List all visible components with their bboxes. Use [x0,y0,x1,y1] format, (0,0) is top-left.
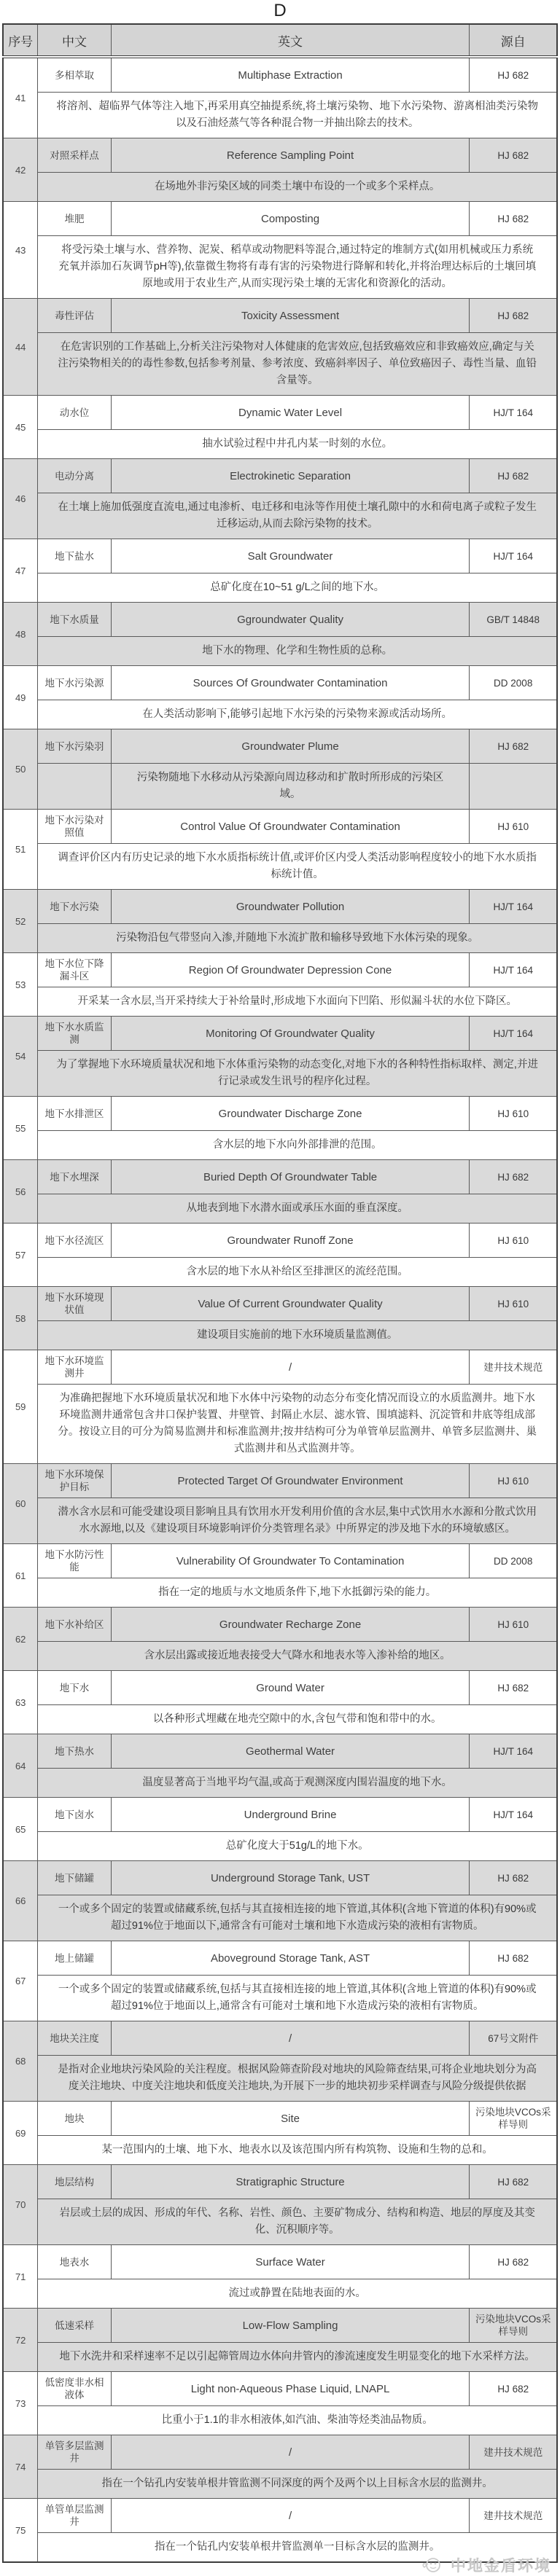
term-english: Toxicity Assessment [111,299,470,333]
table-row-description [3,1705,557,1734]
table-row-term [3,1544,557,1578]
term-chinese: 堆肥 [38,202,111,236]
term-chinese: 地下水污染 [38,890,111,924]
term-english: Vulnerability Of Groundwater To Contamination [111,1544,470,1578]
entry-number: 56 [3,1160,38,1224]
entry-number: 42 [3,138,38,202]
term-chinese: 地下水位下降漏斗区 [38,953,111,987]
entry-number: 50 [3,729,38,810]
table-row-term [3,2021,557,2056]
term-chinese: 多相萃取 [38,57,111,93]
term-english: Buried Depth Of Groundwater Table [111,1160,470,1194]
entry-number: 47 [3,539,38,603]
entry-number: 63 [3,1671,38,1734]
table-row-description [3,2279,557,2309]
table-row-description [3,236,557,299]
table-row-term [3,2372,557,2406]
entry-number: 41 [3,57,38,138]
term-chinese: 地块关注度 [38,2021,111,2056]
term-source: 污染地块VCOs采样导则 [470,2309,557,2343]
term-english: Region Of Groundwater Depression Cone [111,953,470,987]
term-english: Surface Water [111,2245,470,2279]
entry-number: 58 [3,1287,38,1350]
term-description: 含水层的地下水向外部排泄的范围。 [38,1131,557,1160]
entry-number: 73 [3,2372,38,2435]
table-row-term [3,459,557,493]
term-chinese: 地下水环境现状值 [38,1287,111,1321]
term-english: Underground Storage Tank, UST [111,1861,470,1895]
table-row-term [3,1671,557,1705]
term-source: HJ 610 [470,1224,557,1258]
glossary-body [3,57,557,2562]
term-description: 比重小于1.1的非水相液体,如汽油、柴油等烃类油品物质。 [38,2406,557,2435]
term-chinese: 地下盐水 [38,539,111,573]
table-row-description [3,573,557,603]
table-row-description [3,2136,557,2165]
term-english: Monitoring Of Groundwater Quality [111,1017,470,1051]
term-english: Groundwater Plume [111,729,470,764]
term-description: 污染物随地下水移动从污染源向周边移动和扩散时所形成的污染区域。 [111,764,470,810]
table-row-term [3,890,557,924]
table-row-description [3,2199,557,2245]
table-row-description [3,1976,557,2021]
term-source: HJ 610 [470,810,557,844]
table-row-term [3,1160,557,1194]
term-description: 含水层的地下水从补给区至排泄区的流经范围。 [38,1258,557,1287]
term-english: Sources Of Groundwater Contamination [111,666,470,700]
column-header-english: 英文 [111,24,470,57]
term-chinese: 地上储罐 [38,1941,111,1976]
table-row-term [3,1097,557,1131]
table-row-term [3,1941,557,1976]
term-source: DD 2008 [470,1544,557,1578]
term-english: Stratigraphic Structure [111,2165,470,2199]
table-row-description [3,1131,557,1160]
term-description: 地下水洗井和采样速率不足以引起筛管周边水体向井管内的渗流速度发生明显变化的地下水采样方法。 [38,2343,557,2372]
term-chinese: 单管单层监测井 [38,2499,111,2533]
table-row-term [3,539,557,573]
table-row-term [3,2165,557,2199]
term-chinese: 地下水环境监测井 [38,1350,111,1385]
table-row-description [3,1832,557,1861]
term-chinese: 地下水水质监测 [38,1017,111,1051]
table-row-term [3,202,557,236]
entry-number: 51 [3,810,38,890]
table-row-term [3,2102,557,2136]
term-english: Geothermal Water [111,1734,470,1769]
table-row-description [3,2056,557,2102]
term-description: 污染物沿包气带竖向入渗,并随地下水流扩散和输移导致地下水体污染的现象。 [38,924,557,953]
term-source: HJ 682 [470,459,557,493]
term-chinese: 地下卤水 [38,1798,111,1832]
term-english: Groundwater Pollution [111,890,470,924]
term-source: HJ 682 [470,202,557,236]
term-chinese: 地下水污染羽 [38,729,111,764]
term-source: 建井技术规范 [470,2435,557,2470]
term-source: HJ 682 [470,2245,557,2279]
entry-number: 72 [3,2309,38,2372]
table-row-term [3,2309,557,2343]
table-row-term [3,729,557,764]
entry-number: 57 [3,1224,38,1287]
term-source: HJ 682 [470,299,557,333]
term-english: / [111,2435,470,2470]
table-row-description [3,1769,557,1798]
term-english: Light non-Aqueous Phase Liquid, LNAPL [111,2372,470,2406]
blank-cell [38,764,111,810]
term-description: 将受污染土壤与水、营养物、泥炭、稻草或动物肥料等混合,通过特定的堆制方式(如用机械或压力系统充氧并添加石灰调节pH等),依靠微生物将有毒有害的污染物进行降解和转化,并将治理达标后的土壤回填原地或用于农业生产,从而实现污染土壤的无害化和资源化的活动。 [38,236,557,299]
table-row-description [3,1385,557,1464]
term-chinese: 地下水污染对照值 [38,810,111,844]
entry-number: 55 [3,1097,38,1160]
term-source: HJ 610 [470,1464,557,1498]
table-row-term [3,2499,557,2533]
term-description: 为准确把握地下水环境质量状况和地下水体中污染物的动态分布变化情况而设立的水质监测井。地下水环境监测井通常包含井口保护装置、井壁管、封隔止水层、滤水管、围填滤料、沉淀管和井底等组成部分。按设立目的可分为简易监测井和标准监测井;按井结构可分为单管单层监测井、单管多层监测井、巢式监测井和丛式监测井等。 [38,1385,557,1464]
term-description: 指在一个钻孔内安装单根井管监测单一目标含水层的监测井。 [38,2533,557,2563]
term-description: 以各种形式埋藏在地壳空隙中的水,含包气带和饱和带中的水。 [38,1705,557,1734]
entry-number: 60 [3,1464,38,1544]
entry-number: 44 [3,299,38,396]
term-description: 一个或多个固定的装置或储藏系统,包括与其直接相连接的地下管道,其体积(含地下管道的体积)有90%或超过91%位于地面以下,通常含有可能对土壤和地下水造成污染的液相有害物质。 [38,1895,557,1941]
term-english: Site [111,2102,470,2136]
term-english: Aboveground Storage Tank, AST [111,1941,470,1976]
table-row-description [3,173,557,202]
entry-number: 68 [3,2021,38,2102]
table-row-description [3,1642,557,1671]
entry-number: 46 [3,459,38,539]
term-chinese: 地下水质量 [38,603,111,637]
term-description: 某一范围内的土壤、地下水、地表水以及该范围内所有构筑物、设施和生物的总和。 [38,2136,557,2165]
term-description: 是指对企业地块污染风险的关注程度。根据风险筛查阶段对地块的风险筛查结果,可将企业地块划分为高度关注地块、中度关注地块和低度关注地块,为开展下一步的地块初步采样调查与风险分级提供依据 [38,2056,557,2102]
term-chinese: 地下热水 [38,1734,111,1769]
term-english: Electrokinetic Separation [111,459,470,493]
glossary-table [2,23,558,2563]
term-source: 污染地块VCOs采样导则 [470,2102,557,2136]
term-chinese: 地块 [38,2102,111,2136]
term-chinese: 地下水排泄区 [38,1097,111,1131]
term-english: Reference Sampling Point [111,138,470,173]
term-description: 总矿化度在10~51 g/L之间的地下水。 [38,573,557,603]
entry-number: 45 [3,396,38,459]
table-row-term [3,299,557,333]
term-english: / [111,2499,470,2533]
table-row-term [3,1861,557,1895]
entry-number: 64 [3,1734,38,1798]
table-row-description [3,637,557,666]
term-source: HJ/T 164 [470,1734,557,1769]
term-description: 在危害识别的工作基础上,分析关注污染物对人体健康的危害效应,包括致癌效应和非致癌效应,确定与关注污染物相关的的毒性参数,包括参考剂量、参考浓度、致癌斜率因子、单位致癌因子、毒性当量、血铅含量等。 [38,333,557,396]
term-source: HJ 682 [470,2165,557,2199]
term-description: 将溶剂、超临界气体等注入地下,再采用真空抽提系统,将土壤污染物、地下水污染物、游离相油类污染物以及石油烃蒸气等各种混合物一并抽出除去的技术。 [38,93,557,138]
table-row-term [3,1464,557,1498]
term-description: 一个或多个固定的装置或储藏系统,包括与其直接相连接的地上管道,其体积(含地上管道的体积)有90%或超过91%位于地面以上,通常含有可能对土壤和地下水造成污染的液相有害物质。 [38,1976,557,2021]
term-description: 岩层或土层的成因、形成的年代、名称、岩性、颜色、主要矿物成分、结构和构造、地层的厚度及其变化、沉积顺序等。 [38,2199,557,2245]
term-description: 建设项目实施前的地下水环境质量监测值。 [38,1321,557,1350]
term-chinese: 地下水污染源 [38,666,111,700]
entry-number: 52 [3,890,38,953]
entry-number: 69 [3,2102,38,2165]
entry-number: 53 [3,953,38,1017]
entry-number: 59 [3,1350,38,1464]
table-row-term [3,1287,557,1321]
term-english: / [111,2021,470,2056]
term-english: Ground Water [111,1671,470,1705]
term-source: HJ/T 164 [470,1798,557,1832]
term-source: HJ/T 164 [470,890,557,924]
table-row-term [3,138,557,173]
term-english: Groundwater Runoff Zone [111,1224,470,1258]
term-source: HJ 682 [470,138,557,173]
table-row-description [3,1895,557,1941]
term-source: HJ/T 164 [470,396,557,430]
term-english: Salt Groundwater [111,539,470,573]
term-description: 从地表到地下水潜水面或承压水面的垂直深度。 [38,1194,557,1224]
term-source: HJ 682 [470,57,557,93]
term-description: 指在一个钻孔内安装单根井管监测不同深度的两个及两个以上目标含水层的监测井。 [38,2470,557,2499]
term-source: HJ 610 [470,1608,557,1642]
term-description: 调查评价区内有历史记录的地下水水质指标统计值,或评价区内受人类活动影响程度较小的地下水水质指标统计值。 [38,844,557,890]
term-source: HJ/T 164 [470,1017,557,1051]
term-chinese: 动水位 [38,396,111,430]
table-row-description [3,924,557,953]
term-source: HJ/T 164 [470,539,557,573]
table-row-description [3,93,557,138]
term-description: 在土壤上施加低强度直流电,通过电渗析、电迁移和电泳等作用使土壤孔隙中的水和荷电离子或粒子发生迁移运动,从而去除污染物的技术。 [38,493,557,539]
term-source: HJ 682 [470,1160,557,1194]
term-english: / [111,1350,470,1385]
term-source: HJ 682 [470,2372,557,2406]
table-row-description [3,2470,557,2499]
term-english: Ggroundwater Quality [111,603,470,637]
table-row-description [3,844,557,890]
term-source: HJ 682 [470,1671,557,1705]
table-row-description [3,493,557,539]
term-chinese: 低密度非水相液体 [38,2372,111,2406]
term-chinese: 地层结构 [38,2165,111,2199]
term-english: Value Of Current Groundwater Quality [111,1287,470,1321]
term-chinese: 电动分离 [38,459,111,493]
term-description: 潜水含水层和可能受建设项目影响且具有饮用水开发利用价值的含水层,集中式饮用水水源和分散式饮用水水源地,以及《建设项目环境影响评价分类管理名录》中所界定的涉及地下水的环境敏感区。 [38,1498,557,1544]
term-chinese: 地下水防污性能 [38,1544,111,1578]
brand-logo-icon [421,2556,446,2575]
term-description: 在人类活动影响下,能够引起地下水污染的污染物来源或活动场所。 [38,700,557,729]
table-row-term [3,2435,557,2470]
term-description: 含水层出露或接近地表接受大气降水和地表水等入渗补给的地区。 [38,1642,557,1671]
term-source: DD 2008 [470,666,557,700]
entry-number: 71 [3,2245,38,2309]
entry-number: 62 [3,1608,38,1671]
column-header-chinese: 中文 [38,24,111,57]
term-source: HJ 682 [470,1861,557,1895]
table-row-term [3,396,557,430]
table-row-term [3,1224,557,1258]
term-english: Low-Flow Sampling [111,2309,470,2343]
entry-number: 54 [3,1017,38,1097]
entry-number: 67 [3,1941,38,2021]
term-source: HJ 682 [470,1941,557,1976]
entry-number: 49 [3,666,38,729]
term-description: 指在一定的地质与水文地质条件下,地下水抵御污染的能力。 [38,1578,557,1608]
watermark-text: 中地金盾环境 [451,2558,551,2575]
term-source: HJ 610 [470,1097,557,1131]
table-row-term [3,1350,557,1385]
term-english: Underground Brine [111,1798,470,1832]
term-chinese: 地下水埋深 [38,1160,111,1194]
table-row-term [3,1734,557,1769]
term-english: Composting [111,202,470,236]
term-english: Dynamic Water Level [111,396,470,430]
table-row-description [3,1258,557,1287]
term-chinese: 地下储罐 [38,1861,111,1895]
entry-number: 70 [3,2165,38,2245]
term-description: 总矿化度大于51g/L的地下水。 [38,1832,557,1861]
term-description: 抽水试验过程中井孔内某一时刻的水位。 [38,430,557,459]
term-chinese: 地下水径流区 [38,1224,111,1258]
term-chinese: 地下水补给区 [38,1608,111,1642]
term-chinese: 地下水 [38,1671,111,1705]
table-row-description [3,1578,557,1608]
table-row-term [3,57,557,93]
term-source: 建井技术规范 [470,2499,557,2533]
term-source: HJ 682 [470,729,557,764]
entry-number: 61 [3,1544,38,1608]
table-row-term [3,603,557,637]
entry-number: 65 [3,1798,38,1861]
table-row-term [3,810,557,844]
table-row-description [3,700,557,729]
table-row-term [3,1798,557,1832]
term-chinese: 地下水环境保护目标 [38,1464,111,1498]
term-chinese: 单管多层监测井 [38,2435,111,2470]
table-row-description [3,764,557,810]
term-description: 流过或静置在陆地表面的水。 [38,2279,557,2309]
term-source: GB/T 14848 [470,603,557,637]
table-row-description [3,987,557,1017]
table-row-term [3,1608,557,1642]
term-description: 地下水的物理、化学和生物性质的总称。 [38,637,557,666]
term-description: 为了掌握地下水环境质量状况和地下水体重污染物的动态变化,对地下水的各种特性指标取样、测定,并进行记录或发生讯号的程序化过程。 [38,1051,557,1097]
entry-number: 48 [3,603,38,666]
term-source: HJ/T 164 [470,953,557,987]
term-description: 温度显著高于当地平均气温,或高于观测深度内围岩温度的地下水。 [38,1769,557,1798]
term-chinese: 低速采样 [38,2309,111,2343]
term-chinese: 对照采样点 [38,138,111,173]
table-row-term [3,666,557,700]
table-row-description [3,1498,557,1544]
page-title: D [273,1,287,20]
term-description: 在场地外非污染区域的同类土壤中布设的一个或多个采样点。 [38,173,557,202]
table-row-description [3,2406,557,2435]
watermark [0,2554,560,2576]
table-row-term [3,953,557,987]
term-chinese: 地表水 [38,2245,111,2279]
entry-number: 66 [3,1861,38,1941]
column-header-number: 序号 [3,24,38,57]
term-description: 开采某一含水层,当开采持续大于补给量时,形成地下水面向下凹陷、形似漏斗状的水位下降区。 [38,987,557,1017]
table-row-description [3,430,557,459]
table-row-term [3,2245,557,2279]
table-row-description [3,2343,557,2372]
term-english: Groundwater Recharge Zone [111,1608,470,1642]
term-english: Groundwater Discharge Zone [111,1097,470,1131]
entry-number: 75 [3,2499,38,2563]
column-header-source: 源自 [470,24,557,57]
table-row-description [3,1051,557,1097]
term-english: Control Value Of Groundwater Contamination [111,810,470,844]
table-row-term [3,1017,557,1051]
term-english: Protected Target Of Groundwater Environment [111,1464,470,1498]
table-row-description [3,333,557,396]
table-row-description [3,1194,557,1224]
blank-cell [470,764,557,810]
term-source: 67号文附件 [470,2021,557,2056]
entry-number: 74 [3,2435,38,2499]
term-source: 建井技术规范 [470,1350,557,1385]
table-row-description [3,1321,557,1350]
table-header-row [3,24,557,57]
term-chinese: 毒性评估 [38,299,111,333]
term-source: HJ 610 [470,1287,557,1321]
term-english: Multiphase Extraction [111,57,470,93]
entry-number: 43 [3,202,38,299]
